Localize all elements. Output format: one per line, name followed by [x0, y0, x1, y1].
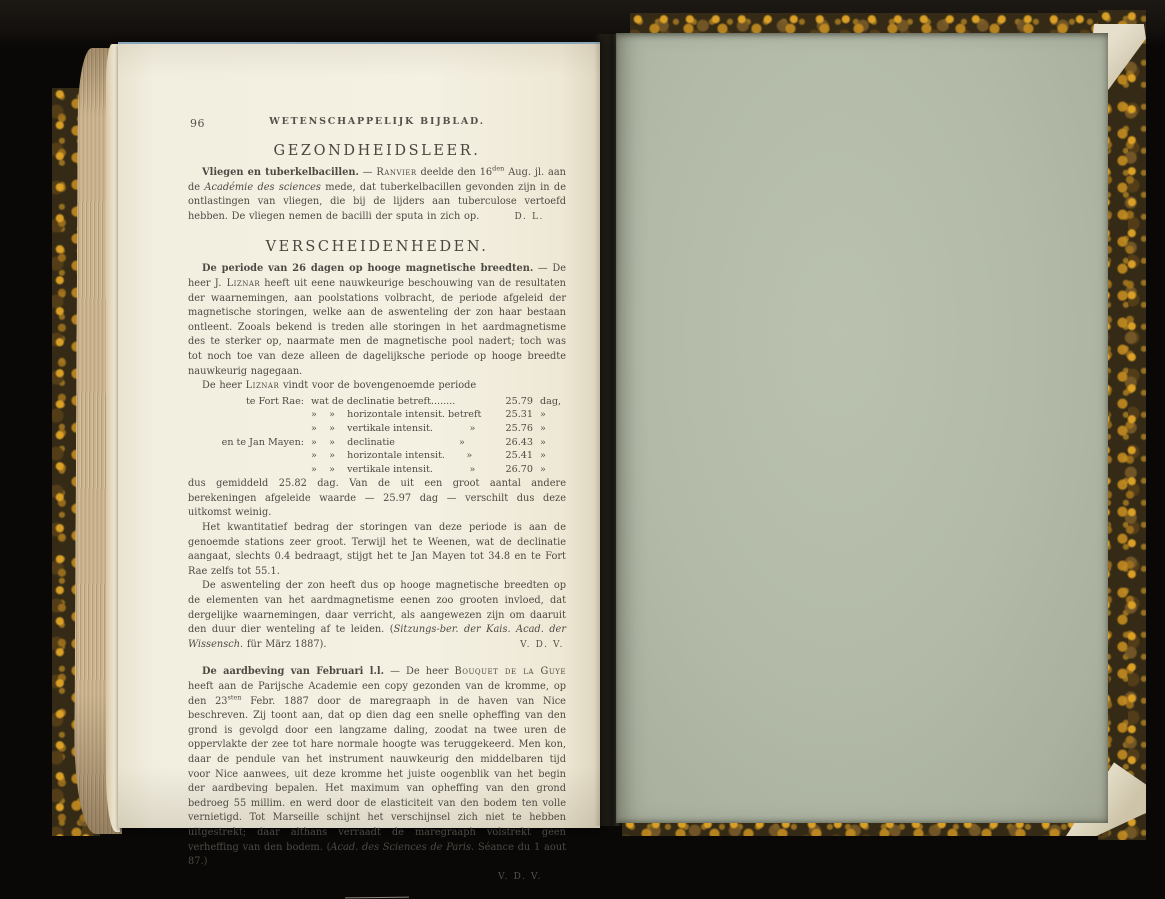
- signature-initials: V. D. V.: [520, 639, 564, 650]
- table-row: [210, 395, 566, 409]
- table-cell-unit: »: [540, 422, 546, 434]
- article-periode-kwantitatief: Het kwantitatief bedrag der storingen van deze periode is aan de genoemde stations zeer groot. Terwijl het te Weenen, wat de declinatie aangaat, slechts 0.4 bedraagt, stijgt het te Jan Mayen tot 34.8 en te Fort Rae zelfs tot 55.1.: [188, 522, 566, 577]
- left-page: [118, 42, 600, 882]
- table-cell-value: 26.43: [505, 436, 533, 448]
- table-cell-unit: »: [540, 436, 546, 448]
- article-periode-conclusie: De aswenteling der zon heeft dus op hooge magnetische breedten op de elementen van het aardmagnetisme eenen zoo grooten invloed, dat dergelijke waarnemingen, daar verricht, als aangewezen zijn om daaruit den duur dier wenteling af te leiden. (Sitzungs-ber. der Kais. Acad. der Wissensch. für März 1887).: [188, 580, 567, 650]
- table-row: [210, 449, 566, 463]
- table-cell-description: » » declinatie »: [311, 436, 465, 448]
- table-cell-unit: »: [540, 450, 546, 462]
- table-row: [210, 422, 566, 436]
- table-cell-place: [210, 463, 304, 477]
- section-heading-gezondheidsleer: GEZONDHEIDSLEER.: [273, 143, 481, 159]
- table-cell-value: 25.31: [505, 409, 533, 421]
- table-cell-value: 25.41: [505, 450, 533, 462]
- signature-initials: D. L.: [514, 211, 544, 222]
- right-endpaper-page: [616, 33, 1108, 823]
- table-cell-unit: »: [540, 463, 546, 475]
- table-cell-place: [210, 422, 304, 436]
- article-aardbeving: De aardbeving van Februari l.l. — De heer Bouquet de la Guye heeft aan de Parijsche Academie een copy gezonden van de kromme, op den $23^{sten}$ Febr. 1887 door de maregraaph in de haven van Nice beschreven. Zij toont aan, dat op dien dag een snelle opheffing van den grond is gevolgd door een langzame daling, zoodat na twee uren de oppervlakte der zee tot hare normale hoogte was teruggekeerd. Men kon, daar de pendule van het instrument nauwkeurig den middelbaren tijd voor Nice aanwees, uit deze kromme het juiste oogenblik van het begin der aardbeving bepalen. Het maximum van opheffing van den grond bedroeg 55 millim. en werd door de elasticiteit van den bodem ten volle vernietigd. Tot Marseille schijnt het verschijnsel zich niet te hebben uitgestrekt; daar althans verraadt de maregraaph volstrekt geen verheffing van den bodem. (Acad. des Sciences de Paris. Séance du 1 aout 87.): [188, 666, 567, 868]
- table-cell-place: te Fort Rae:: [245, 395, 304, 407]
- page-header: [188, 116, 566, 131]
- table-cell-value: 26.70: [505, 463, 533, 475]
- table-cell-value: 25.79: [505, 395, 533, 407]
- signature-initials: V. D. V.: [498, 871, 542, 882]
- table-cell-description: » » vertikale intensit. »: [311, 422, 476, 434]
- table-cell-description: » » horizontale intensit. betreft: [311, 409, 482, 421]
- table-cell-value: 25.76: [505, 422, 533, 434]
- table-cell-description: » » vertikale intensit. »: [311, 463, 476, 475]
- page-number: 96: [190, 117, 205, 130]
- end-divider-rule: [345, 897, 409, 899]
- table-cell-unit: »: [540, 409, 546, 421]
- article-periode-intro: De periode van 26 dagen op hooge magnetische breedten. — De heer J. Liznar heeft uit eene nauwkeurige beschouwing van de resultaten der waarnemingen, aan poolstations volbracht, de periode afgeleid der magnetische storingen, welke aan de aswenteling der zon haar bestaan ontleent. Zooals bekend is treden alle storingen in het aardmagnetisme des te sterker op, naarmate men de magnetische pool nadert; toch was tot noch toe van deze alleen de dagelijksche periode op hooge breedte nauwkeurig nagegaan.: [188, 263, 566, 377]
- section-heading-verscheidenheden: VERSCHEIDENHEDEN.: [265, 239, 489, 256]
- magnetic-period-table: [210, 395, 566, 477]
- table-cell-description: » » horizontale intensit. »: [311, 450, 473, 462]
- table-cell-unit: dag,: [540, 395, 562, 407]
- table-row: [210, 436, 566, 450]
- article-vliegen-en-tuberkelbacillen: Vliegen en tuberkelbacillen. — Ranvier deelde den $16^{den}$ Aug. jl. aan de Académie des sciences mede, dat tuberkelbacillen gevonden zijn in de ontlastingen van vliegen, die bij de lijders aan tuberculose vertoefd hebben. De vliegen nemen de bacilli der sputa in zich op.: [188, 164, 566, 222]
- article-periode-average: dus gemiddeld 25.82 dag. Van de uit een groot aantal andere berekeningen afgeleide waarde — 25.97 dag — verschilt dus deze uitkomst weinig.: [188, 478, 566, 519]
- table-row: [210, 463, 566, 477]
- table-cell-place: [210, 408, 304, 422]
- running-head: WETENSCHAPPELIJK BIJBLAD.: [269, 116, 485, 127]
- table-row: [210, 408, 566, 422]
- table-cell-place: en te Jan Mayen:: [221, 436, 304, 448]
- table-cell-description: wat de declinatie betreft........: [311, 395, 456, 407]
- text-column: [188, 116, 566, 898]
- table-cell-place: [210, 449, 304, 463]
- article-periode-lead-in: De heer Liznar vindt voor de bovengenoemde periode: [202, 380, 477, 392]
